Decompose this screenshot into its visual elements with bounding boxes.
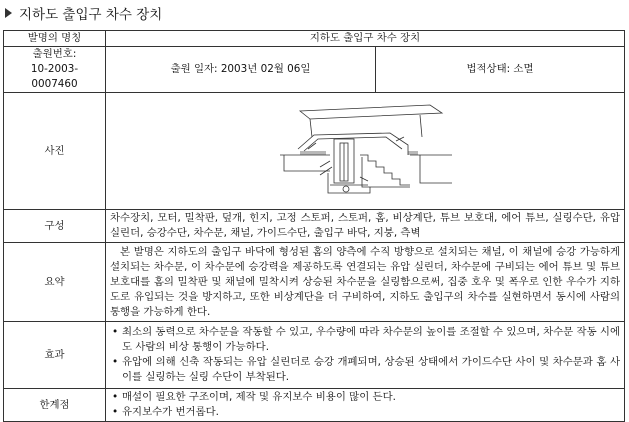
summary-row bbox=[4, 243, 625, 322]
application-number-cell bbox=[4, 47, 106, 93]
effect-item: • 유압에 의해 신축 작동되는 유압 실린더로 승강 개폐되며, 상승된 상태에서 가이드수단 사이 및 차수문과 홈 사이를 실링하는 실링 수단이 부착된다. bbox=[122, 355, 620, 385]
composition-label: 구성 bbox=[4, 210, 106, 243]
effect-list bbox=[110, 325, 620, 385]
triangle-bullet-icon bbox=[5, 8, 12, 18]
limit-cell bbox=[106, 389, 625, 422]
photo-row bbox=[4, 93, 625, 210]
summary-label: 요약 bbox=[4, 243, 106, 322]
composition-text: 차수장치, 모터, 밀착판, 덮개, 힌지, 고정 스토퍼, 스토퍼, 홈, 비상계단, 튜브 보호대, 에어 튜브, 실링수단, 유압 실린더, 승강수단, 차수문, 채널, 가이드수단, 출입구 바닥, 지붕, 측벽 bbox=[106, 210, 625, 243]
effect-label: 효과 bbox=[4, 322, 106, 389]
composition-row bbox=[4, 210, 625, 243]
patent-info-table bbox=[3, 30, 625, 422]
summary-text: 본 발명은 지하도의 출입구 바닥에 형성된 홈의 양측에 수직 방향으로 설치되는 채널, 이 채널에 승강 가능하게 설치되는 차수문, 이 차수문에 승강력을 제공하도록 연결되는 유압 실린더, 차수문에 구비되는 에어 튜브 및 튜브 보호대를 홈의 밀착판 및 채널에 밀착시켜 상승된 차수문을 실링함으로써, 집중 호우 및 폭우로 인한 우수가 지하도로 유입되는 것을 방지하고, 또한 비상계단을 더 구비하여, 지하도 출입구의 차수를 실현하면서 동시에 사람의 통행을 가능하게 한다. bbox=[106, 243, 625, 322]
photo-label: 사진 bbox=[4, 93, 106, 210]
photo-cell bbox=[106, 93, 625, 210]
limit-row bbox=[4, 389, 625, 422]
page-title bbox=[2, 1, 162, 25]
limit-label: 한계점 bbox=[4, 389, 106, 422]
effect-item: • 최소의 동력으로 차수문을 작동할 수 있고, 우수량에 따라 차수문의 높이를 조절할 수 있으며, 차수문 작동 시에도 사람의 비상 통행이 가능하다. bbox=[122, 325, 620, 355]
application-row bbox=[4, 47, 625, 93]
application-number-value: 10-2003-0007460 bbox=[30, 63, 79, 90]
application-number-label: 출원번호: bbox=[32, 48, 77, 60]
name-row bbox=[4, 31, 625, 47]
patent-drawing bbox=[270, 97, 460, 205]
limit-item: • 유지보수가 번거롭다. bbox=[122, 405, 620, 420]
page-title-text: 지하도 출입구 차수 장치 bbox=[19, 7, 163, 23]
name-value: 지하도 출입구 차수 장치 bbox=[106, 31, 625, 47]
filing-date: 출원 일자: 2003년 02월 06일 bbox=[106, 47, 376, 93]
limit-item: • 매설이 필요한 구조이며, 제작 및 유지보수 비용이 많이 든다. bbox=[122, 390, 620, 405]
effect-cell bbox=[106, 322, 625, 389]
limit-list bbox=[110, 390, 620, 420]
name-label: 발명의 명칭 bbox=[4, 31, 106, 47]
effect-row bbox=[4, 322, 625, 389]
legal-status: 법적상태: 소멸 bbox=[376, 47, 625, 93]
